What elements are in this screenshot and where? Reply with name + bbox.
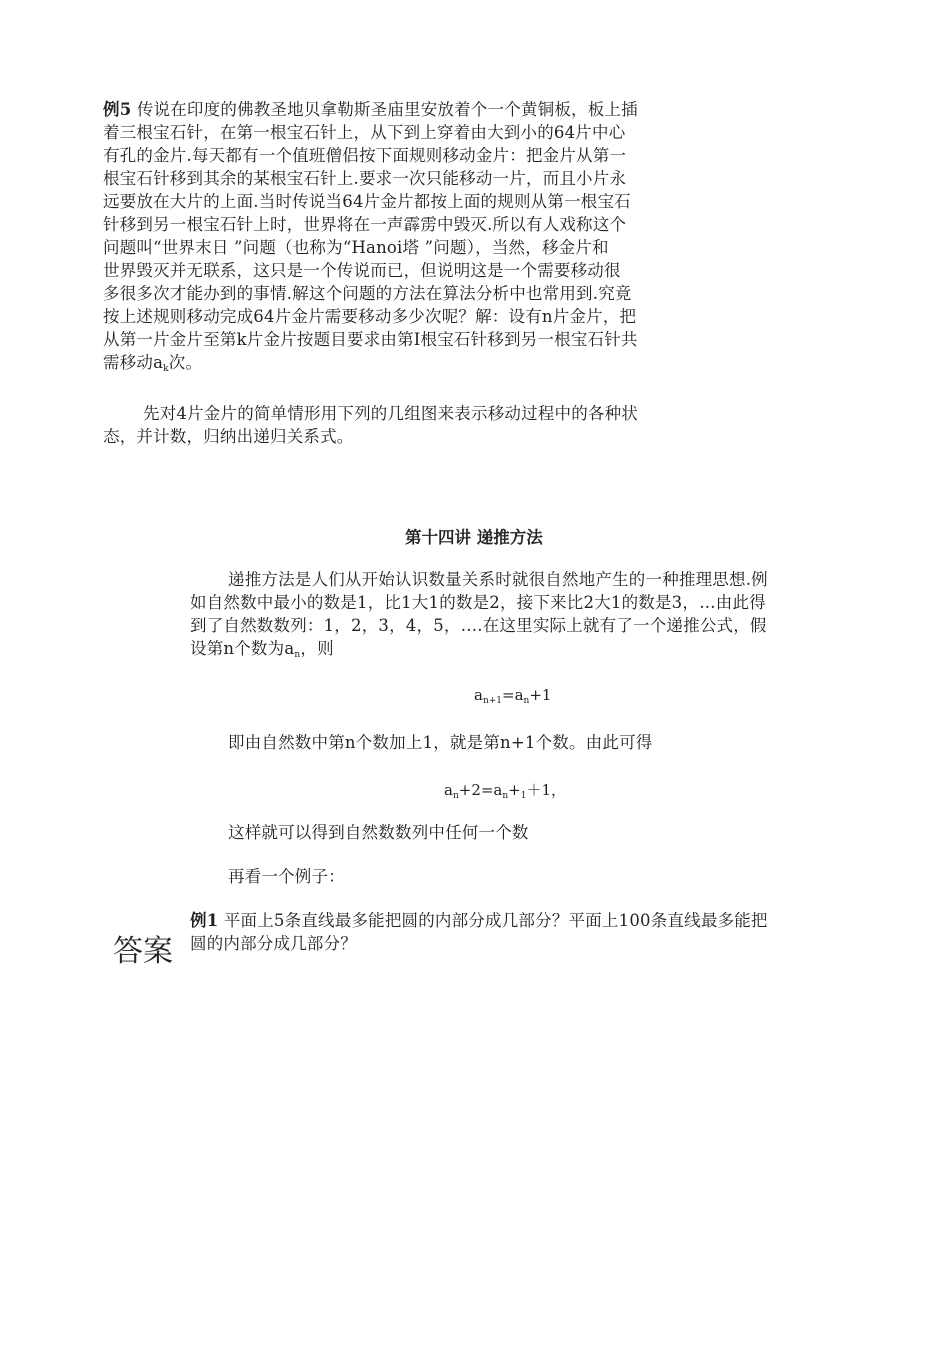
formula1-sub2: n: [523, 696, 530, 706]
formula2-end: ＋1，: [526, 781, 567, 799]
example1-line-1: [190, 911, 768, 931]
formula2-mid2: +: [508, 781, 521, 799]
intro-last-sub: n: [294, 650, 301, 660]
example5-text: 传说在印度的佛教圣地贝拿勒斯圣庙里安放着个一个黄铜板，板上插: [131, 100, 638, 119]
formula2-sub2: n: [502, 791, 509, 801]
example5-last-sub: k: [163, 364, 169, 374]
example5-line-5: 远要放在大片的上面.当时传说当64片金片都按上面的规则从第一根宝石: [103, 192, 631, 211]
line-after-formula1: 即由自然数中第n个数加上1，就是第n+1个数。由此可得: [228, 733, 653, 752]
example5-para2-line-2: 态，并计数，归纳出递归关系式。: [103, 427, 354, 446]
line-another-example: 再看一个例子：: [228, 867, 345, 886]
intro-last-post: ，则: [300, 639, 334, 658]
example1-line-2: 圆的内部分成几部分？: [190, 934, 357, 953]
intro-line-4: [190, 639, 334, 665]
example1-label: 例1: [190, 911, 219, 930]
formula2-sub1: n: [452, 791, 459, 801]
intro-line-3: 到了自然数数列：1，2，3，4，5，….在这里实际上就有了一个递推公式，假: [190, 616, 767, 635]
formula1-a: a: [474, 686, 483, 704]
example5-line-9: 多很多次才能办到的事情.解这个问题的方法在算法分析中也常用到.究竟: [103, 284, 632, 303]
formula2-a: a: [444, 781, 453, 799]
example5-para2-line-1: 先对4片金片的简单情形用下列的几组图来表示移动过程中的各种状: [143, 404, 638, 423]
intro-line-2: 如自然数中最小的数是1，比1大1的数是2，接下来比2大1的数是3，…由此得: [190, 593, 766, 612]
formula1-end: +1: [529, 686, 552, 704]
example5-line-6: 针移到另一根宝石针上时，世界将在一声霹雳中毁灭.所以有人戏称这个: [103, 215, 627, 234]
intro-last-text: 设第n个数为a: [190, 639, 295, 658]
formula1-mid: =a: [502, 686, 524, 704]
formula1-sub1: n+1: [482, 696, 503, 706]
example1-text: 平面上5条直线最多能把圆的内部分成几部分？平面上100条直线最多能把: [218, 911, 768, 930]
formula2-sub3: 1: [520, 791, 527, 801]
example5-line-11: 从第一片金片至第k片金片按题目要求由第I根宝石针移到另一根宝石针共: [103, 330, 638, 349]
example5-line-1: [103, 100, 638, 120]
example5-line-4: 根宝石针移到其余的某根宝石针上.要求一次只能移动一片，而且小片永: [103, 169, 627, 188]
example5-line-10: 按上述规则移动完成64片金片需要移动多少次呢？解：设有n片金片，把: [103, 307, 637, 326]
formula-recurrence: [474, 686, 551, 706]
example5-line-8: 世界毁灭并无联系，这只是一个传说而已，但说明这是一个需要移动很: [103, 261, 621, 280]
example5-last-post: 次。: [168, 353, 203, 372]
example5-line-7: 问题叫“世界末日 ”问题（也称为“Hanoi塔 ”问题），当然，移金片和: [103, 238, 609, 257]
answer-label: 答案: [113, 934, 173, 969]
formula2-mid: +2=a: [458, 781, 503, 799]
example5-last-text: 需移动a: [103, 353, 164, 372]
example5-label: 例5: [103, 100, 132, 119]
intro-line-1: 递推方法是人们从开始认识数量关系时就很自然地产生的一种推理思想.例: [228, 570, 768, 589]
formula-second: [444, 779, 566, 801]
example5-line-2: 着三根宝石针，在第一根宝石针上，从下到上穿着由大到小的64片中心: [103, 123, 626, 142]
lecture-title: 第十四讲 递推方法: [405, 528, 543, 547]
example5-line-3: 有孔的金片.每天都有一个值班僧侣按下面规则移动金片：把金片从第一: [103, 146, 627, 165]
line-after-formula2: 这样就可以得到自然数数列中任何一个数: [228, 823, 529, 842]
example5-line-12: [103, 353, 202, 379]
